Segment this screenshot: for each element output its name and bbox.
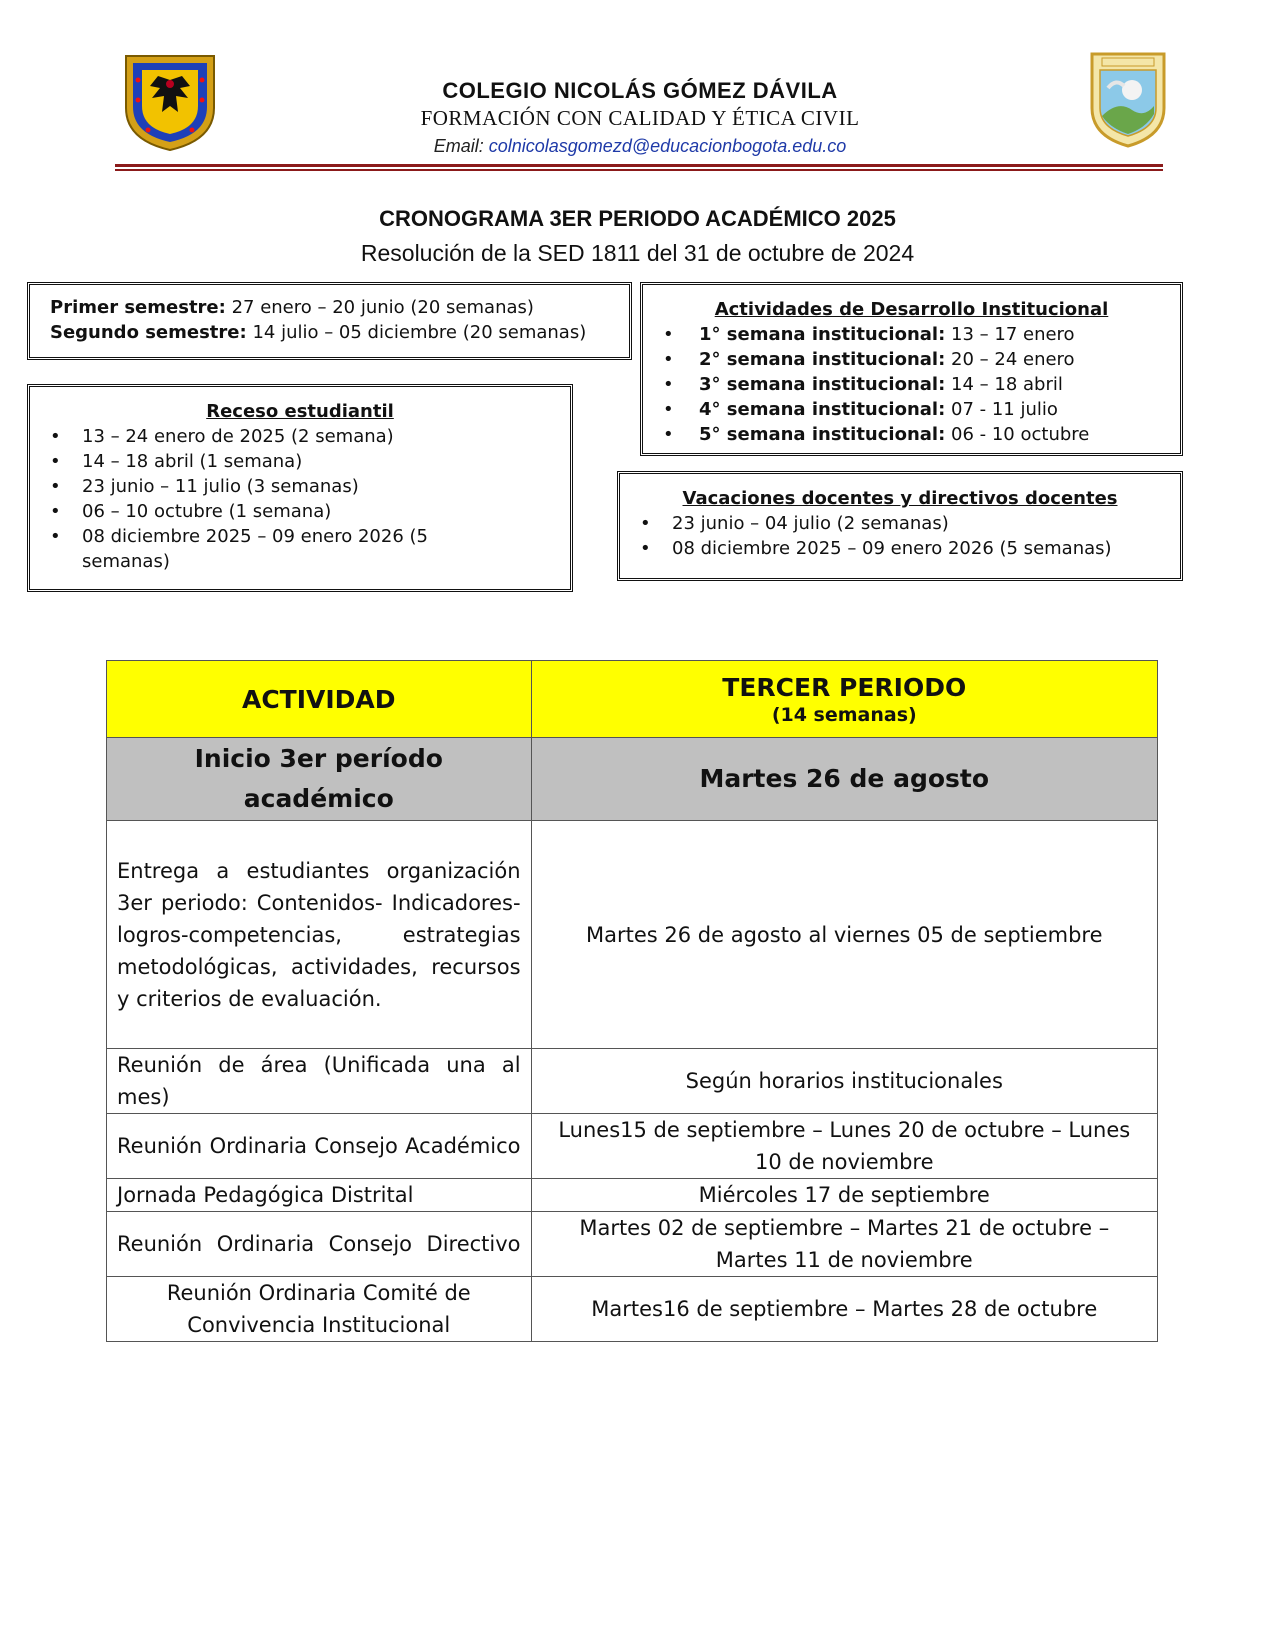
email-link[interactable]: colnicolasgomezd@educacionbogota.edu.co <box>488 136 847 156</box>
table-row <box>107 1114 1158 1179</box>
start-row <box>107 738 1158 821</box>
recess-list <box>46 424 554 574</box>
school-shield-logo <box>1088 48 1168 148</box>
email-label: Email: <box>433 136 484 156</box>
list-item: • 08 diciembre 2025 – 09 enero 2026 (5 semanas) <box>636 536 1164 561</box>
list-item: • 08 diciembre 2025 – 09 enero 2026 (5 semanas) <box>46 524 554 574</box>
activity-cell: Reunión Ordinaria Consejo Académico <box>107 1114 532 1179</box>
date-cell: Martes 02 de septiembre – Martes 21 de octubre – Martes 11 de noviembre <box>531 1212 1157 1277</box>
col-period-header <box>531 661 1157 738</box>
date-cell: Según horarios institucionales <box>531 1049 1157 1114</box>
vacations-title: Vacaciones docentes y directivos docentes <box>682 488 1118 509</box>
list-item: • 14 – 18 abril (1 semana) <box>46 449 554 474</box>
semester-label: Segundo semestre: <box>50 322 247 343</box>
header-label: ACTIVIDAD <box>241 684 396 714</box>
institutional-activities-box <box>640 282 1183 456</box>
list-item: • 23 junio – 11 julio (3 semanas) <box>46 474 554 499</box>
item-label: 2° semana institucional: <box>699 349 946 370</box>
institutional-title: Actividades de Desarrollo Institucional <box>714 299 1109 320</box>
list-item: • 23 junio – 04 julio (2 semanas) <box>636 511 1164 536</box>
item-label: 5° semana institucional: <box>699 424 946 445</box>
date-cell: Miércoles 17 de septiembre <box>531 1179 1157 1212</box>
item-label: 3° semana institucional: <box>699 374 946 395</box>
semester-label: Primer semestre: <box>50 297 226 318</box>
date-cell: Lunes15 de septiembre – Lunes 20 de octubre – Lunes 10 de noviembre <box>531 1114 1157 1179</box>
table-row <box>107 1212 1158 1277</box>
item-value: 07 - 11 julio <box>951 399 1058 420</box>
header-label: TERCER PERIODO <box>722 673 967 702</box>
list-item <box>659 372 1164 397</box>
recess-title: Receso estudiantil <box>206 401 394 422</box>
semester-line <box>50 295 609 320</box>
date-cell: Martes16 de septiembre – Martes 28 de octubre <box>531 1277 1157 1342</box>
activity-cell: Entrega a estudiantes organización 3er periodo: Contenidos- Indicadores-logros-competencias, estrategias metodológicas, actividades, recursos y criterios de evaluación. <box>107 821 532 1049</box>
activity-cell: Reunión de área (Unificada una al mes) <box>107 1049 532 1114</box>
list-item <box>659 322 1164 347</box>
list-item: • 06 – 10 octubre (1 semana) <box>46 499 554 524</box>
item-value: 20 – 24 enero <box>951 349 1075 370</box>
start-label-cell: Inicio 3er período académico <box>107 738 532 821</box>
header-rule <box>115 164 1163 167</box>
header-sublabel: (14 semanas) <box>771 704 917 726</box>
institutional-list <box>659 322 1164 447</box>
bogota-crest-logo <box>120 50 220 152</box>
activity-cell: Jornada Pedagógica Distrital <box>107 1179 532 1212</box>
email-line <box>340 136 940 157</box>
school-name: COLEGIO NICOLÁS GÓMEZ DÁVILA <box>442 78 838 103</box>
document-title: CRONOGRAMA 3ER PERIODO ACADÉMICO 2025 <box>379 206 896 231</box>
activity-cell: Reunión Ordinaria Consejo Directivo <box>107 1212 532 1277</box>
document-subtitle: Resolución de la SED 1811 del 31 de octubre de 2024 <box>360 240 915 266</box>
teacher-vacations-box <box>617 471 1183 581</box>
item-value: 06 - 10 octubre <box>951 424 1090 445</box>
semester-value: 27 enero – 20 junio (20 semanas) <box>231 297 534 318</box>
list-item <box>659 397 1164 422</box>
semesters-box <box>27 282 632 360</box>
vacations-list <box>636 511 1164 561</box>
table-row <box>107 1179 1158 1212</box>
table-header-row <box>107 661 1158 738</box>
start-date-cell: Martes 26 de agosto <box>531 738 1157 821</box>
table-row <box>107 821 1158 1049</box>
schedule-table <box>106 660 1158 1342</box>
table-row <box>107 1277 1158 1342</box>
header-rule-thin <box>115 169 1163 171</box>
list-item <box>659 422 1164 447</box>
semester-value: 14 julio – 05 diciembre (20 semanas) <box>252 322 587 343</box>
item-label: 4° semana institucional: <box>699 399 946 420</box>
date-cell: Martes 26 de agosto al viernes 05 de septiembre <box>531 821 1157 1049</box>
item-label: 1° semana institucional: <box>699 324 946 345</box>
list-item: • 13 – 24 enero de 2025 (2 semana) <box>46 424 554 449</box>
activity-cell: Reunión Ordinaria Comité de Convivencia Institucional <box>107 1277 532 1342</box>
table-row <box>107 1049 1158 1114</box>
item-value: 13 – 17 enero <box>951 324 1075 345</box>
semester-line <box>50 320 609 345</box>
item-value: 14 – 18 abril <box>951 374 1063 395</box>
student-recess-box <box>27 384 573 592</box>
col-activity-header <box>107 661 532 738</box>
school-motto: FORMACIÓN CON CALIDAD Y ÉTICA CIVIL <box>420 106 860 130</box>
list-item <box>659 347 1164 372</box>
